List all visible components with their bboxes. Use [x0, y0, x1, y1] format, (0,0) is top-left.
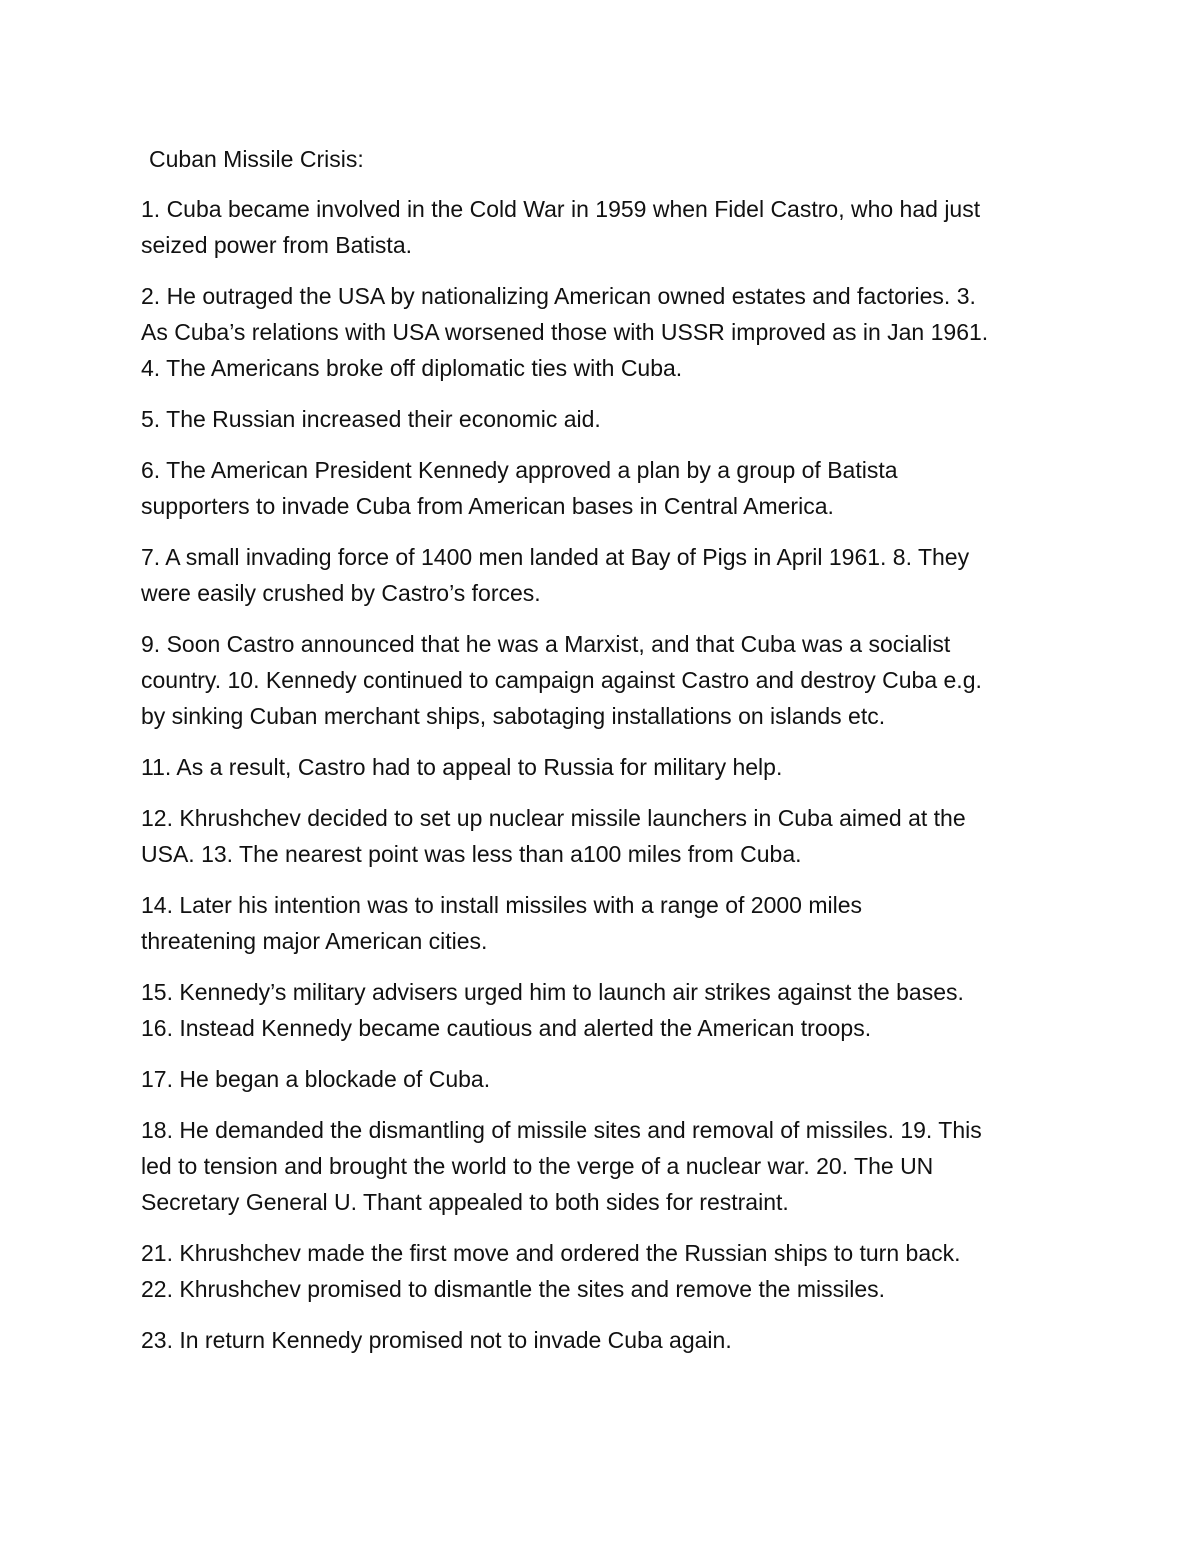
paragraph-line: 6. The American President Kennedy approved a plan by a group of Batista [141, 457, 898, 483]
paragraph-line: 15. Kennedy’s military advisers urged him to launch air strikes against the bases. [141, 979, 964, 1005]
paragraph-10 [141, 974, 1076, 1046]
paragraph-line: supporters to invade Cuba from American bases in Central America. [141, 493, 834, 519]
paragraph-line: threatening major American cities. [141, 928, 488, 954]
paragraph-3 [141, 401, 1076, 437]
paragraph-line: 16. Instead Kennedy became cautious and alerted the American troops. [141, 1015, 872, 1041]
paragraph-11 [141, 1061, 1076, 1097]
paragraph-line: 12. Khrushchev decided to set up nuclear missile launchers in Cuba aimed at the [141, 805, 966, 831]
paragraph-line: Secretary General U. Thant appealed to both sides for restraint. [141, 1189, 789, 1215]
paragraph-line: As Cuba’s relations with USA worsened those with USSR improved as in Jan 1961. [141, 319, 989, 345]
paragraph-line: seized power from Batista. [141, 232, 413, 258]
paragraph-line: 17. He began a blockade of Cuba. [141, 1066, 491, 1092]
paragraph-line: were easily crushed by Castro’s forces. [141, 580, 541, 606]
paragraph-line: 1. Cuba became involved in the Cold War in 1959 when Fidel Castro, who had just [141, 196, 981, 222]
paragraph-line: 22. Khrushchev promised to dismantle the sites and remove the missiles. [141, 1276, 886, 1302]
paragraph-line: by sinking Cuban merchant ships, sabotaging installations on islands etc. [141, 703, 886, 729]
document-body [141, 141, 1076, 1373]
paragraph-4 [141, 452, 1076, 524]
paragraph-line: 21. Khrushchev made the first move and ordered the Russian ships to turn back. [141, 1240, 961, 1266]
paragraph-13 [141, 1235, 1076, 1307]
paragraph-1 [141, 191, 1076, 263]
paragraph-line: 2. He outraged the USA by nationalizing American owned estates and factories. 3. [141, 283, 976, 309]
paragraph-9 [141, 887, 1076, 959]
paragraph-line: 4. The Americans broke off diplomatic ties with Cuba. [141, 355, 683, 381]
paragraph-14 [141, 1322, 1076, 1358]
paragraph-line: USA. 13. The nearest point was less than a100 miles from Cuba. [141, 841, 802, 867]
paragraph-8 [141, 800, 1076, 872]
paragraph-line: 7. A small invading force of 1400 men landed at Bay of Pigs in April 1961. 8. They [141, 544, 970, 570]
paragraph-line: country. 10. Kennedy continued to campaign against Castro and destroy Cuba e.g. [141, 667, 982, 693]
paragraph-7 [141, 749, 1076, 785]
paragraph-line: 11. As a result, Castro had to appeal to Russia for military help. [141, 754, 783, 780]
paragraph-line: led to tension and brought the world to the verge of a nuclear war. 20. The UN [141, 1153, 934, 1179]
paragraph-line: 9. Soon Castro announced that he was a Marxist, and that Cuba was a socialist [141, 631, 951, 657]
paragraph-line: 5. The Russian increased their economic aid. [141, 406, 601, 432]
document-title: Cuban Missile Crisis: [149, 146, 364, 172]
paragraph-12 [141, 1112, 1076, 1220]
paragraph-6 [141, 626, 1076, 734]
paragraph-line: 14. Later his intention was to install missiles with a range of 2000 miles [141, 892, 863, 918]
paragraph-5 [141, 539, 1076, 611]
paragraph-line: 23. In return Kennedy promised not to invade Cuba again. [141, 1327, 732, 1353]
paragraph-line: 18. He demanded the dismantling of missile sites and removal of missiles. 19. This [141, 1117, 982, 1143]
paragraph-2 [141, 278, 1076, 386]
